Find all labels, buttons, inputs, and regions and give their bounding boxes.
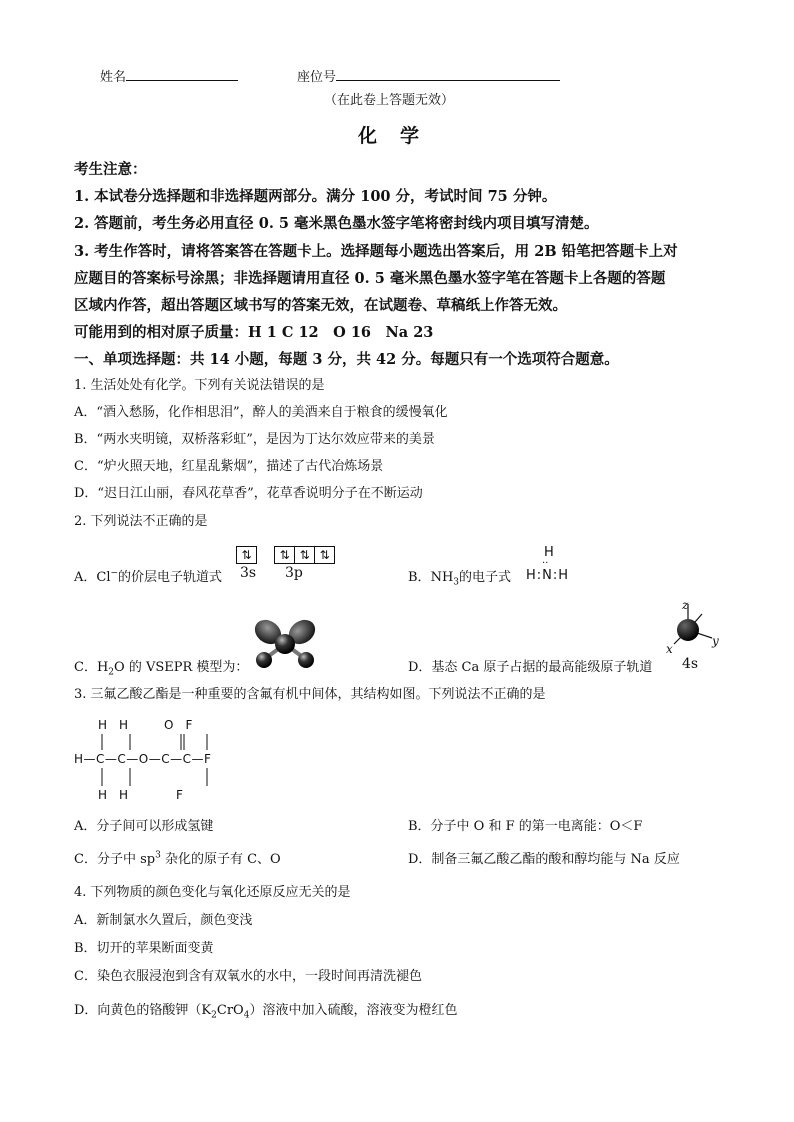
axis-x-label: x: [666, 642, 673, 656]
q4-option-b: B．切开的苹果断面变黄: [74, 941, 214, 956]
structure-bottom-row: H H F: [98, 788, 183, 802]
q3-option-b: B．分子中 O 和 F 的第一电离能：O＜F: [408, 819, 643, 834]
notice-item-3-line-3: 区域内作答，超出答题区域书写的答案无效，在试题卷、草稿纸上作答无效。: [74, 297, 567, 314]
q2-a-prefix: A．: [74, 570, 97, 585]
structural-formula: [74, 716, 244, 806]
q3-option-c: [74, 851, 281, 869]
q4-stem: 4. 下列物质的颜色变化与氧化还原反应无关的是: [74, 885, 351, 900]
q2-option-c: [74, 659, 248, 677]
structure-top-row: H H O F: [98, 718, 193, 732]
q1-option-c: C．“炉火照天地，红星乱紫烟”，描述了古代冶炼场景: [74, 459, 384, 474]
axis-y-label: y: [712, 634, 719, 648]
seat-blank: [336, 66, 560, 81]
axis-z-label: z: [682, 598, 689, 612]
notice-item-3-line-1: 3. 考生作答时，请将答案答在答题卡上。选择题每小题选出答案后，用 2B 铅笔把答题卡上对: [74, 243, 678, 260]
q1-stem: 1. 生活处处有化学。下列有关说法错误的是: [74, 378, 325, 393]
orbital-box-3p-2: ⇅: [294, 546, 315, 564]
ammonia-subscript: 3: [453, 577, 460, 588]
ammonia-formula: NH: [430, 570, 454, 585]
q4-option-c: C．染色衣服浸泡到含有双氧水的水中，一段时间再清洗褪色: [74, 969, 422, 984]
q3-c-prefix: C．分子中 sp: [74, 852, 156, 867]
q2-option-d: D．基态 Ca 原子占据的最高能级原子轨道: [408, 660, 653, 675]
orbital-4s-label: 4s: [682, 656, 699, 672]
invalid-note: （在此卷上答题无效）: [324, 93, 455, 108]
vsepr-model-image: [248, 616, 324, 672]
q3-option-a: A．分子间可以形成氢键: [74, 819, 214, 834]
q2-b-prefix: B．: [408, 570, 431, 585]
q4-d-text: ）溶液中加入硫酸，溶液变为橙红色: [249, 1003, 458, 1018]
lewis-h-top: H: [544, 545, 554, 560]
q4-d-mid: CrO: [216, 1003, 244, 1018]
q4-option-d: [74, 1002, 457, 1020]
q2-c-text: O 的 VSEPR 模型为：: [114, 660, 249, 675]
q2-a-text: 的价层电子轨道式: [118, 570, 223, 585]
orbital-diagram: [236, 544, 334, 564]
chloride-symbol: Cl: [96, 570, 111, 585]
q2-c-prefix: C．: [74, 660, 97, 675]
q2-b-text: 的电子式: [459, 570, 512, 585]
notice-item-1: 1. 本试卷分选择题和非选择题两部分。满分 100 分，考试时间 75 分钟。: [74, 188, 557, 205]
notice-item-3-line-2: 应题目的答案标号涂黑；非选择题请用直径 0. 5 毫米黑色墨水签字笔在答题卡上各题的答题: [74, 270, 666, 287]
section-1-heading: 一、单项选择题：共 14 小题，每题 3 分，共 42 分。每题只有一个选项符合题意。: [74, 351, 619, 368]
orbital-label-3p: 3p: [285, 565, 303, 581]
seat-field: [297, 66, 560, 87]
atomic-masses: 可能用到的相对原子质量：H 1 C 12 O 16 Na 23: [74, 324, 434, 341]
lewis-structure: H:N:H: [526, 568, 570, 583]
orbital-box-3p-1: ⇅: [274, 546, 295, 564]
water-formula: H: [96, 660, 109, 675]
structure-bonds: [74, 716, 244, 806]
q1-option-d: D．“迟日江山丽，春风花草香”，花草香说明分子在不断运动: [74, 486, 423, 501]
q3-c-text: 杂化的原子有 C、O: [160, 852, 281, 867]
notice-item-2: 2. 答题前，考生务必用直径 0. 5 毫米黑色墨水签字笔将密封线内项目填写清楚。: [74, 215, 599, 232]
q3-option-d: D．制备三氟乙酸乙酯的酸和醇均能与 Na 反应: [408, 852, 680, 867]
q4-d-sub-2: 4: [243, 1010, 250, 1021]
lewis-dots: ··: [542, 558, 549, 569]
orbital-box-3p-3: ⇅: [314, 546, 335, 564]
q3-c-superscript: 3: [155, 850, 161, 861]
q1-option-b: B．“两水夹明镜，双桥落彩虹”，是因为丁达尔效应带来的美景: [74, 432, 435, 447]
page-title: 化 学: [358, 125, 422, 147]
chloride-charge: −: [110, 568, 119, 579]
q4-option-a: A．新制氯水久置后，颜色变浅: [74, 913, 253, 928]
orbital-box-3s: ⇅: [236, 546, 257, 564]
name-blank: [126, 66, 238, 81]
q4-d-sub-1: 2: [211, 1010, 217, 1021]
notice-heading: 考生注意：: [74, 161, 147, 178]
seat-label: 座位号: [297, 70, 337, 85]
q2-option-a: [74, 569, 222, 587]
orbital-label-3s: 3s: [240, 565, 257, 581]
q1-option-a: A．“酒入愁肠，化作相思泪”，醉人的美酒来自于粮食的缓慢氧化: [74, 405, 448, 420]
q3-stem: 3. 三氟乙酸乙酯是一种重要的含氟有机中间体，其结构如图。下列说法不正确的是: [74, 687, 546, 702]
q2-stem: 2. 下列说法不正确的是: [74, 514, 208, 529]
water-subscript: 2: [108, 667, 115, 678]
q2-option-b: [408, 569, 511, 587]
structure-main-chain: H—C—C—O—C—C—F: [74, 752, 212, 766]
name-label: 姓名: [100, 70, 127, 85]
name-field: [100, 66, 238, 87]
q4-d-prefix: D．向黄色的铬酸钾（K: [74, 1003, 212, 1018]
